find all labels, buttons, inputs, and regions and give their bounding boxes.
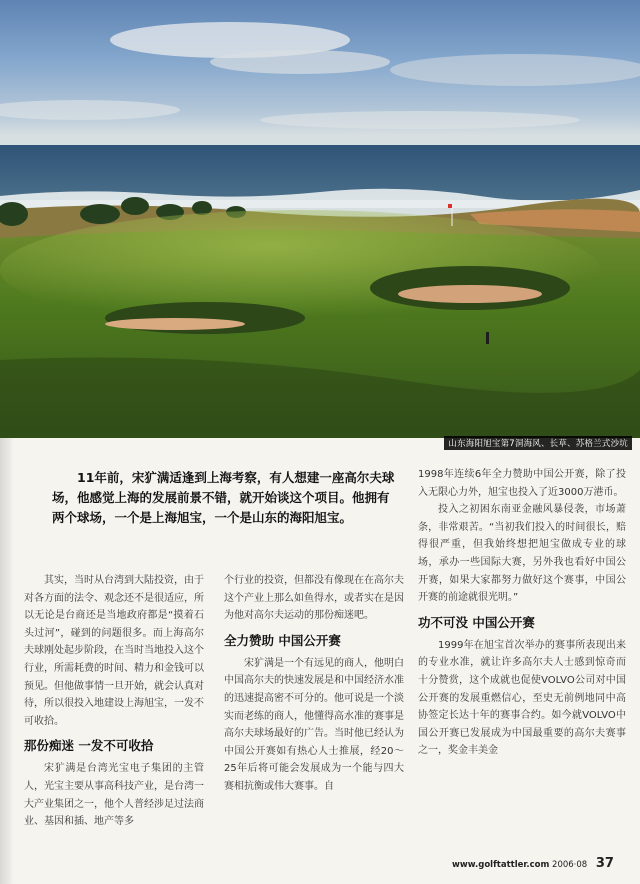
column-3-paragraph-2: 1999年在旭宝首次举办的赛事所表现出来的专业水准，就让许多高尔夫人士感到惊奇而十分赞赏，这个成就也促使VOLVO公司对中国公开赛的发展重燃信心，至史无前例地同中高协签定长达十年的赛事合约。如今就VOLVO中国公开赛已发展成为中国最重要的高尔夫赛事之一，奖金丰美金 xyxy=(418,639,626,757)
column-3 xyxy=(418,466,626,760)
article-body xyxy=(0,446,640,884)
section-heading-contribution: 功不可没 中国公开赛 xyxy=(418,614,535,630)
golf-course-icon xyxy=(0,0,640,438)
column-3-continuation: 1998年连续6年全力赞助中国公开赛，除了投入无限心力外，旭宝也投入了近3000万港币。 xyxy=(418,469,626,498)
lead-paragraph: 11年前，宋犷满适逢到上海考察，有人想建一座高尔夫球场，他感觉上海的发展前景不错，就开始谈这个项目。他拥有两个球场，一个是上海旭宝，一个是山东的海阳旭宝。 xyxy=(52,470,395,525)
section-heading-obsession: 那份痴迷 一发不可收拾 xyxy=(24,738,154,754)
footer-url: www.golftattler.com xyxy=(452,860,550,870)
column-1-paragraph: 其实，当时从台湾到大陆投资，由于对各方面的法令、观念还不是很适应，所以无论是台商还是当地政府都是“摸着石头过河”，碰到的问题很多。而上海高尔夫球刚处起步阶段，在当时当地投入这个行业，所需耗费的时间、精力和金钱可以预见。但他做事情一旦开始，就会认真对待，所以很投入地建设上海旭宝，一发不可收拾。 xyxy=(24,575,204,727)
column-2 xyxy=(224,572,404,796)
column-1-paragraph-2: 宋犷满是台湾光宝电子集团的主管人，光宝主要从事高科技产业，是台湾一大产业集团之一，他个人普经涉足过法商业、基因和插、地产等多 xyxy=(24,763,204,828)
footer-issue: 2006·08 xyxy=(552,860,588,870)
column-2-continuation: 个行业的投资，但都没有像现在在高尔夫这个产业上那么如鱼得水，或者实在是因为他对高尔夫运动的那份痴迷吧。 xyxy=(224,575,404,622)
column-2-paragraph: 宋犷满是一个有远见的商人，他明白中国高尔夫的快速发展是和中国经济水准的迅速提高密不可分的。他可说是一个淡实而老练的商人，他懂得高水准的赛事是高尔夫球场最好的广告。当时他已经认为中国公开赛如有热心人士推展，经20～25年后将可能会发展成为一个能与四大赛相抗衡或伟大赛事。自 xyxy=(224,657,404,792)
section-heading-sponsorship: 全力赞助 中国公开赛 xyxy=(224,632,341,648)
column-3-paragraph: 投入之初困东南亚金融风暴侵袭，市场萧条，非常艰苦。“当初我们投入的时间很长，赔得很严重，但我始终想把旭宝做成专业的球场，承办一些国际大赛，另外我也看好中国公开赛，如果大家都努力做好这个赛事，中国公开赛的前途就很光明。” xyxy=(418,504,626,604)
golf-course-photo xyxy=(0,0,640,438)
photo-caption: 山东海阳旭宝第7洞海风、长草、苏格兰式沙坑 xyxy=(444,436,632,450)
page-footer xyxy=(452,856,614,871)
column-1 xyxy=(24,572,204,831)
page-number: 37 xyxy=(595,856,614,871)
